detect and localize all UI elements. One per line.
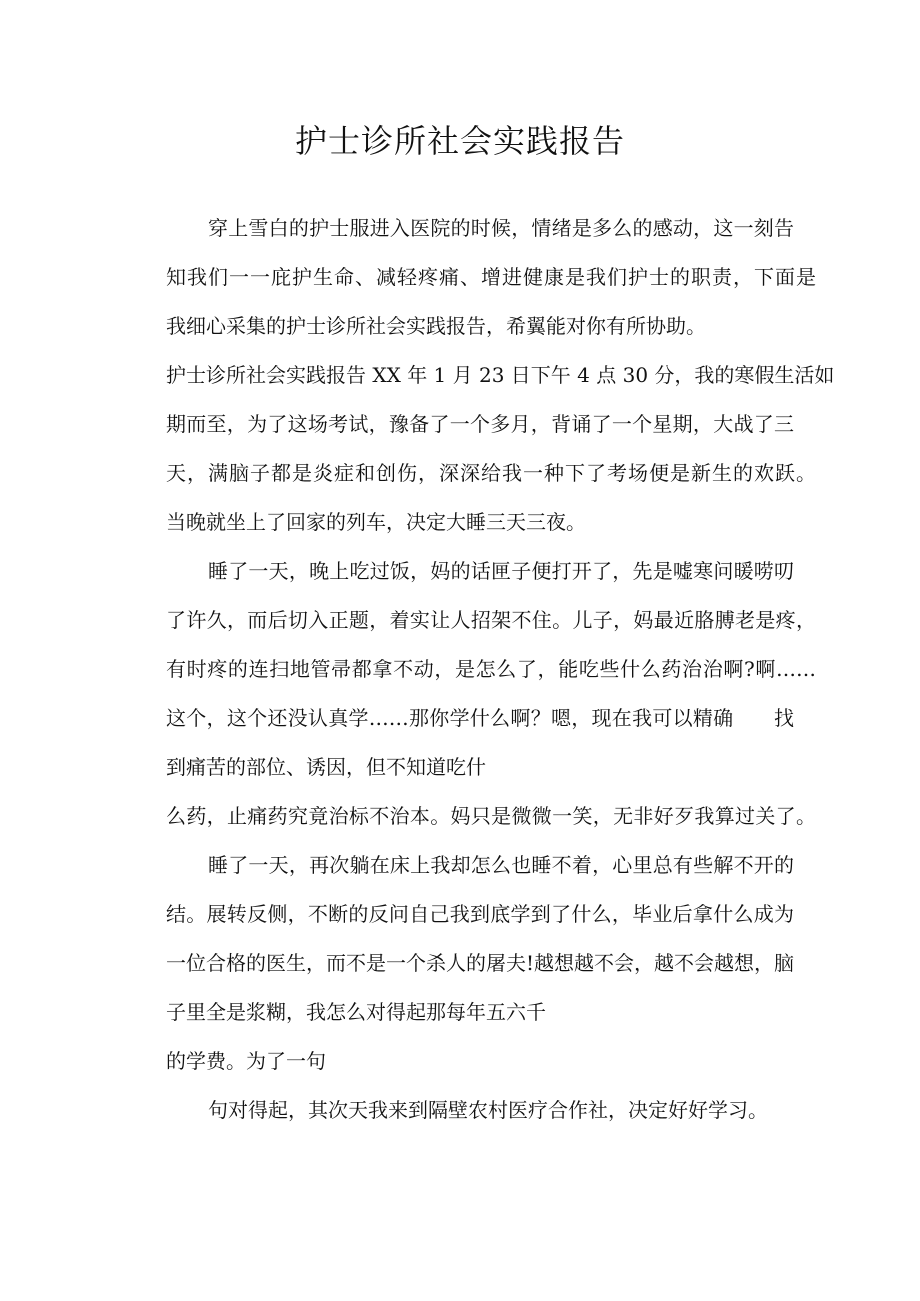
paragraph-line: 句对得起，其次天我来到隔壁农村医疗合作社，决定好好学习。 xyxy=(208,1098,768,1122)
paragraph-line: 睡了一天，再次躺在床上我却怎么也睡不着，心里总有些解不开的 xyxy=(208,853,794,877)
paragraph-line: 天，满脑子都是炎症和创伤，深深给我一种下了考场便是新生的欢跃。 xyxy=(166,461,816,485)
paragraph-line: 这个，这个还没认真学……那你学什么啊？嗯，现在我可以精确 找 xyxy=(166,706,794,730)
paragraph-line: 结。展转反侧，不断的反问自己我到底学到了什么，毕业后拿什么成为 xyxy=(166,902,794,926)
paragraph-line: 的学费。为了一句 xyxy=(166,1049,326,1073)
paragraph-line: 知我们一一庇护生命、减轻疼痛、增进健康是我们护士的职责，下面是 xyxy=(166,265,816,289)
paragraph-line: 穿上雪白的护士服进入医院的时候，情绪是多么的感动，这一刻告 xyxy=(208,216,794,240)
paragraph-line: 睡了一天，晚上吃过饭，妈的话匣子便打开了，先是嘘寒问暖唠叨 xyxy=(208,559,794,583)
paragraph-line: 了许久，而后切入正题，着实让人招架不住。儿子，妈最近胳膊老是疼， xyxy=(166,608,816,632)
paragraph-line: 子里全是浆糊，我怎么对得起那每年五六千 xyxy=(166,1000,546,1024)
paragraph-line: 到痛苦的部位、诱因，但不知道吃什 xyxy=(166,755,486,779)
paragraph-line: 护士诊所社会实践报告 XX 年 1 月 23 日下午 4 点 30 分，我的寒假生活如 xyxy=(166,363,835,387)
paragraph-line: 当晚就坐上了回家的列车，决定大睡三天三夜。 xyxy=(166,510,586,534)
paragraph-line: 么药，止痛药究竟治标不治本。妈只是微微一笑，无非好歹我算过关了。 xyxy=(166,804,816,828)
paragraph-line: 期而至，为了这场考试，豫备了一个多月，背诵了一个星期，大战了三 xyxy=(166,412,794,436)
paragraph-line: 一位合格的医生，而不是一个杀人的屠夫!越想越不会，越不会越想，脑 xyxy=(166,951,795,975)
document-title: 护士诊所社会实践报告 xyxy=(294,122,625,160)
paragraph-line: 我细心采集的护士诊所社会实践报告，希翼能对你有所协助。 xyxy=(166,314,706,338)
paragraph-line: 有时疼的连扫地管帚都拿不动，是怎么了，能吃些什么药治治啊?啊…… xyxy=(166,657,816,681)
